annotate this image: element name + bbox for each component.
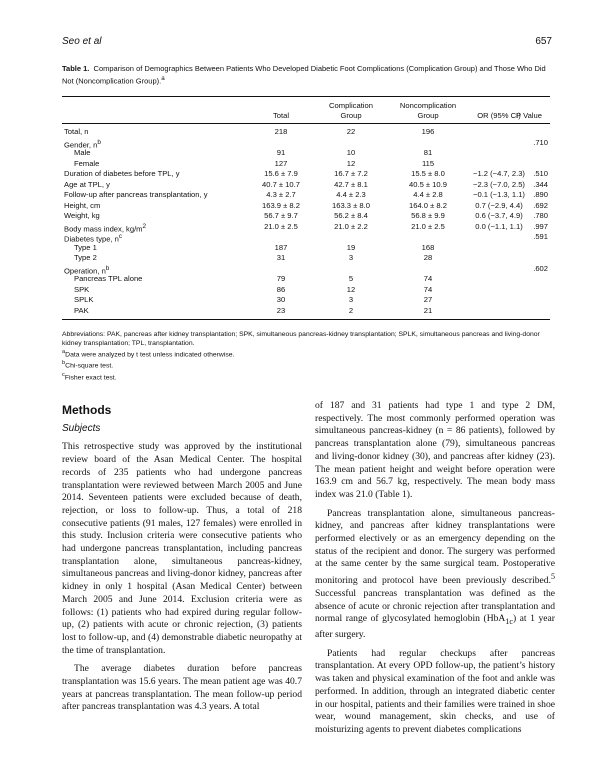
cell-complication: 10 — [346, 148, 356, 157]
table-row — [62, 274, 550, 285]
row-label: Age at TPL, y — [64, 179, 110, 189]
cell-or: −1.2 (−4.7, 2.3) — [473, 169, 525, 178]
cell-total: 4.3 ± 2.7 — [266, 190, 296, 199]
cell-noncomplication: 81 — [423, 148, 433, 157]
right-column — [315, 400, 555, 737]
cell-total: 15.6 ± 7.9 — [264, 169, 298, 178]
row-label: Height, cm — [64, 200, 101, 210]
cell-complication: 163.3 ± 8.0 — [332, 200, 370, 210]
row-label: Weight, kg — [64, 211, 100, 220]
cell-noncomplication: 4.4 ± 2.8 — [413, 190, 443, 199]
table-row — [62, 285, 550, 296]
cell-complication: 16.7 ± 7.2 — [334, 169, 368, 178]
col-header-total: Total — [272, 111, 290, 120]
row-label: Total, n — [64, 127, 89, 136]
footnote-c: $^c$Fisher exact test. — [62, 371, 117, 381]
table-row — [62, 211, 550, 222]
cell-complication: 3 — [348, 295, 354, 304]
row-label-sup: 2 — [142, 222, 147, 230]
row-label: Male — [74, 148, 91, 157]
table-row — [62, 264, 550, 275]
cell-p-value: .602 — [533, 263, 548, 273]
footnote-b: $^b$Chi-square test. — [62, 360, 114, 370]
cell-p-value: .780 — [533, 211, 548, 220]
cell-or: 0.6 (−3.7, 4.9) — [475, 211, 523, 220]
cell-or: −2.3 (−7.0, 2.5) — [473, 179, 525, 189]
cell-total: 21.0 ± 2.5 — [264, 221, 298, 231]
table-row — [62, 159, 550, 170]
cell-noncomplication: 74 — [423, 274, 433, 283]
row-label: Gender, $n^b$ — [64, 138, 101, 150]
row-label-sup: b — [97, 138, 101, 146]
cell-noncomplication: 28 — [423, 253, 433, 262]
row-label: Duration of diabetes before TPL, y — [64, 169, 180, 178]
row-label: PAK — [74, 305, 89, 315]
table-row — [62, 127, 550, 138]
table-row — [62, 222, 550, 233]
row-label: Body mass index, $kg/m^2$ — [64, 222, 147, 234]
row-label: Diabetes type, $n^c$ — [64, 233, 123, 244]
cell-noncomplication: 115 — [421, 158, 435, 168]
table-row — [62, 148, 550, 159]
row-label: Type 2 — [74, 253, 97, 262]
table-row — [62, 295, 550, 306]
row-label: Follow-up after pancreas transplantation, y — [64, 190, 208, 199]
cell-noncomplication: 56.8 ± 9.9 — [411, 211, 445, 220]
col-header-complication: Complication Group — [329, 101, 373, 120]
cell-or: −0.1 (−1.3, 1.1) — [473, 190, 525, 199]
reference-number: 5 — [551, 572, 555, 582]
table-caption-sup: a — [161, 75, 165, 82]
cell-total: 187 — [274, 242, 288, 252]
left-column — [62, 400, 302, 714]
row-label: Female — [74, 158, 100, 168]
table-row — [62, 232, 550, 243]
cell-total: 91 — [276, 148, 286, 157]
cell-complication: 42.7 ± 8.1 — [334, 179, 368, 189]
table-row — [62, 201, 550, 212]
paragraph: This retrospective study was approved by the institutional review board of the Asan Medical Center. The hospital records of 235 patients who had undergone pancreas transplantation were reviewed between March 2005 and June 2014. Seventeen patients were excluded because of death, rejection, or loss to follow-up. Thus, a total of 218 consecutive patients (91 males, 127 females) were enrolled in this study. Inclusion criteria were consecutive patients who had undergone pancreas transplantation, including pancreas transplantation alone, simultaneous pancreas-kidney, simultaneous pancreas and living-donor kidney, pancreas after kidney in only 1 hospital (Asan Medical Center) between March 2005 and June 2014. Exclusion criteria were as follows: (1) patients who had expired during regular follow-up, (2) patients with acute or chronic rejection, (3) patients lost to follow-up, and (4) demonstrable diabetic neuropathy at the time of transplantation. — [62, 441, 302, 656]
cell-complication: 4.4 ± 2.3 — [336, 190, 366, 199]
cell-p-value: .510 — [533, 169, 548, 178]
footnote-abbreviations: Abbreviations: PAK, pancreas after kidney transplantation; SPK, simultaneous pancreas-kidney transplantation; SPLK, simultaneous pancreas and living-donor kidney transplantation; TPL, transplantation. — [62, 331, 540, 347]
page-number: 657 — [535, 36, 552, 47]
cell-p-value: .591 — [533, 232, 548, 241]
cell-p-value: .710 — [533, 137, 548, 147]
cell-total: 127 — [274, 158, 288, 168]
cell-noncomplication: 168 — [421, 242, 435, 252]
table-row — [62, 180, 550, 191]
cell-total: 56.7 ± 9.7 — [264, 211, 298, 220]
cell-complication: 5 — [348, 274, 354, 283]
cell-total: 31 — [276, 253, 286, 262]
row-label: SPK — [74, 284, 90, 294]
col-header-p: P Value — [516, 111, 542, 120]
subsection-heading: Subjects — [62, 422, 101, 434]
table-bottom-rule — [62, 319, 550, 320]
table-footnotes — [62, 330, 550, 382]
cell-complication: 3 — [348, 253, 354, 262]
cell-p-value: .692 — [533, 200, 548, 210]
table-row — [62, 243, 550, 254]
table-body — [62, 124, 550, 319]
row-label-sup: c — [118, 233, 123, 240]
footnote-a: $^a$Data were analyzed by t test unless indicated otherwise. — [62, 349, 235, 359]
table-row — [62, 306, 550, 317]
cell-noncomplication: 196 — [421, 127, 435, 136]
cell-total: 163.9 ± 8.2 — [262, 200, 300, 210]
cell-or: 0.0 (−1.1, 1.1) — [475, 221, 523, 231]
table-row — [62, 169, 550, 180]
cell-complication: 22 — [346, 127, 356, 136]
cell-total: 40.7 ± 10.7 — [262, 179, 300, 189]
cell-noncomplication: 15.5 ± 8.0 — [411, 169, 445, 178]
cell-total: 86 — [276, 284, 286, 294]
paragraph: Patients had regular checkups after pancreas transplantation. At every OPD follow-up, the patient’s history was taken and physical examination of the foot and ankle was performed. In addition, through an integrated diabetic center in our hospital, patients and their families were trained in shoe wear, wound management, skin checks, and use of moisturizing agents to prevent diabetes complications — [315, 647, 555, 735]
cell-total: 23 — [276, 305, 286, 315]
cell-total: 218 — [274, 127, 288, 136]
table-row — [62, 253, 550, 264]
cell-total: 30 — [276, 295, 286, 304]
demographics-table — [62, 96, 550, 320]
cell-noncomplication: 74 — [423, 284, 433, 294]
cell-p-value: .344 — [533, 179, 548, 189]
cell-noncomplication: 21.0 ± 2.5 — [411, 221, 445, 231]
paragraph: The average diabetes duration before pancreas transplantation was 15.6 years. The mean patient age was 40.7 years at pancreas transplantation. The mean follow-up period after pancreas transplantation was 4.3 years. A total — [62, 663, 302, 713]
table-label: Table 1. — [62, 64, 90, 73]
running-head — [62, 36, 552, 47]
cell-noncomplication: 27 — [423, 295, 433, 304]
cell-p-value: .997 — [533, 221, 548, 231]
cell-complication: 2 — [348, 305, 354, 315]
cell-complication: 19 — [346, 242, 356, 252]
paragraph: of 187 and 31 patients had type 1 and type 2 DM, respectively. The most commonly performed operation was simultaneous pancreas-kidney (n = 86 patients), followed by pancreas transplantation alone (79), simultaneous pancreas and living-donor kidney (30), and pancreas after kidney (23). The mean patient height and weight before operation were 163.9 cm and 56.7 kg, respectively. The mean body mass index was 21.0 (Table 1). — [315, 400, 555, 500]
table-row — [62, 190, 550, 201]
table-header-row — [62, 97, 550, 123]
cell-complication: 12 — [346, 158, 356, 168]
cell-total: 79 — [276, 274, 286, 283]
col-header-noncomplication: Noncomplication Group — [399, 101, 457, 120]
row-label: Type 1 — [74, 242, 97, 252]
cell-complication: 56.2 ± 8.4 — [334, 211, 368, 220]
cell-noncomplication: 40.5 ± 10.9 — [409, 179, 447, 189]
cell-noncomplication: 21 — [423, 305, 433, 315]
table-row — [62, 138, 550, 149]
cell-noncomplication: 164.0 ± 8.2 — [409, 200, 447, 210]
table-caption-text: Comparison of Demographics Between Patients Who Developed Diabetic Foot Complications (Complication Group) and Those Who Did Not (Noncomplication Group). — [62, 64, 546, 86]
cell-or: 0.7 (−2.9, 4.4) — [475, 200, 523, 210]
row-label: Pancreas TPL alone — [74, 274, 143, 283]
cell-complication: 21.0 ± 2.2 — [334, 221, 368, 231]
table-caption — [62, 64, 550, 87]
row-label-sup: b — [105, 264, 110, 272]
row-label: Operation, $n^b$ — [64, 264, 110, 276]
running-head-authors: Seo et al — [62, 36, 102, 47]
cell-complication: 12 — [346, 284, 356, 294]
col-header-or: OR (95% CI) — [477, 111, 521, 120]
section-heading: Methods — [62, 403, 112, 417]
cell-p-value: .890 — [533, 190, 548, 199]
row-label: SPLK — [74, 295, 94, 304]
paragraph: Pancreas transplantation alone, simultaneous pancreas-kidney, and pancreas after kidney transplantations were performed electively or as an emergency depending on the status of the recipient and donor. The surgery was performed at the same center by the same surgical team. Postoperative monitoring and protocol have been previously described.$^5$ Successful pancreas transplantation was defined as the absence of acute or chronic rejection after transplantation and normal range of glycosylated hemoglobin (HbA$_{1c}$) at 1 year after surgery. — [315, 507, 555, 641]
